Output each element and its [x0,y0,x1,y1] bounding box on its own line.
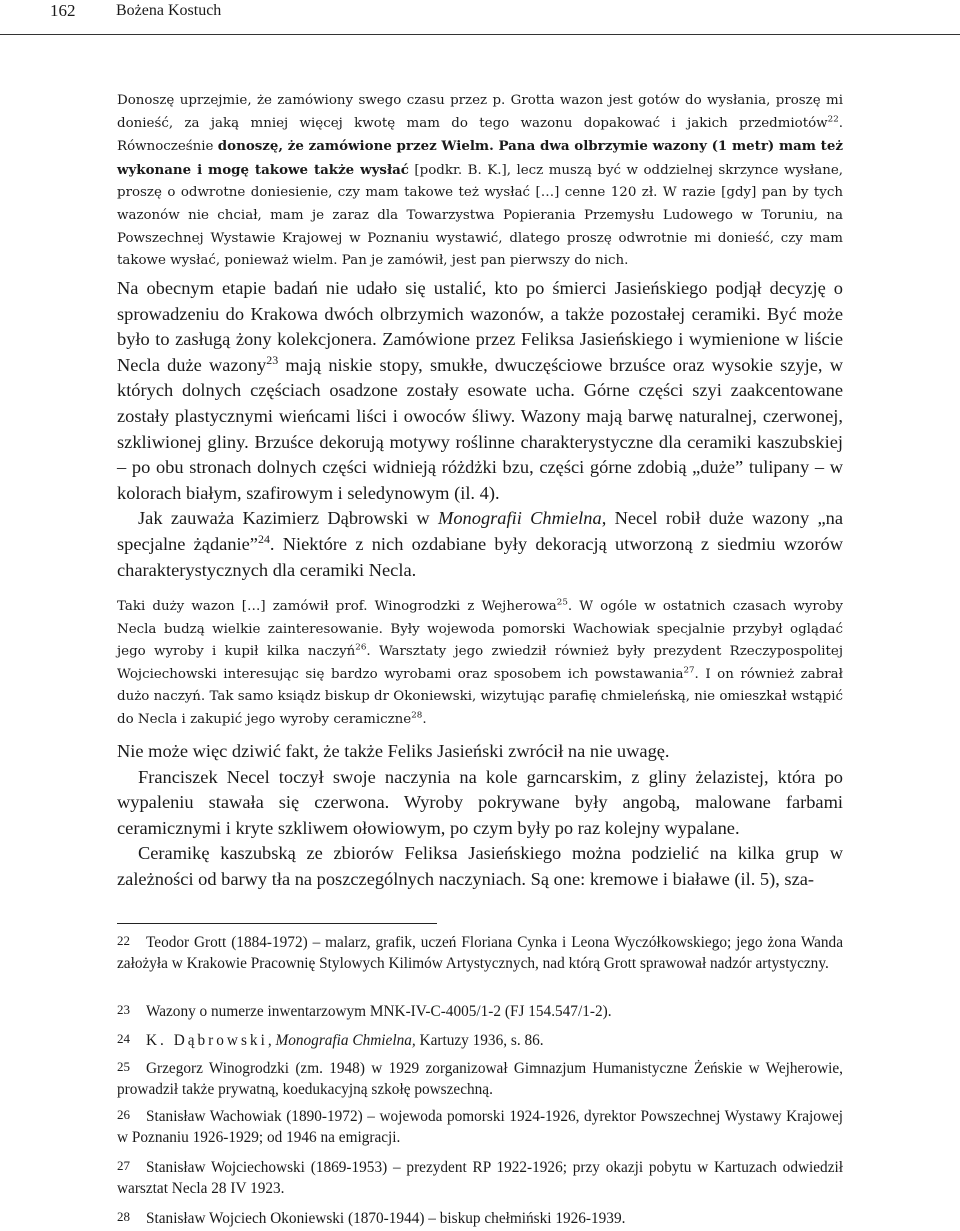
footnote-separator [117,923,437,924]
italic-title: Monografii Chmielna [438,508,602,529]
footnote-25 [117,1058,843,1100]
footnote-number: 28 [117,1209,130,1224]
body-paragraph: Franciszek Necel toczył swoje naczynia na kole garncarskim, z gliny żelazistej, która po wypaleniu stawała się czerwona. Wyroby pokrywane były angobą, malowane farbami ceramicznymi i kryte szkliwem ołowiowym, po czym były po raz kolejny wypalane. [117,766,843,838]
footnote-ref-24[interactable]: 24 [257,531,270,546]
body-text: , Necel robił duże wazony „na specjalne żądanie” [117,508,843,554]
body-text: mają niskie stopy, smukłe, dwuczęściowe brzuśce oraz wysokie szyje, w których dolnych częściach osadzone zostały esowate ucha. Górne części szyi zaakcentowane zostały plastycznymi wieńcami liści i owoców śliwy. Wazony mają barwę naturalnej, czerwonej, szkliwionej gliny. Brzuśce dekorują motywy roślinne charakterystyczne dla ceramiki kaszubskiej – po obu stronach dolnych części widnieją różdżki bzu, części górne zdobią „duże” tulipany – w kolorach białym, szafirowym i seledynowym (il. 4). [117,354,844,503]
page-number: 162 [50,1,76,20]
footnote-text: Teodor Grott (1884-1972) – malarz, grafik, uczeń Floriana Cynka i Leona Wyczółkowskiego; jego żona Wanda założyła w Krakowie Pracownię Stylowych Kilimów Artystycznych, nad którą Grott sprawował nadzór artystyczny. [117,934,843,972]
author-spaced: K. Dąbrowski [146,1032,268,1049]
footnote-number: 26 [117,1107,130,1122]
footnote-ref-23[interactable]: 23 [266,352,279,367]
footnote-number: 27 [117,1158,130,1173]
footnote-ref-28[interactable]: 28 [411,710,423,721]
body-text: Jak zauważa Kazimierz Dąbrowski w [138,508,439,529]
footnote-text: Stanisław Wachowiak (1890-1972) – wojewoda pomorski 1924-1926, dyrektor Powszechnej Wystawy Krajowej w Poznaniu 1926-1929; od 1946 na emigracji. [117,1108,843,1146]
body-paragraph: Nie może więc dziwić fakt, że także Feliks Jasieński zwrócił na nie uwagę. [117,741,670,761]
footnote-number: 25 [117,1059,130,1074]
footnote-22 [117,932,843,974]
footnote-ref-22[interactable]: 22 [827,114,839,125]
footnote-ref-26[interactable]: 26 [355,642,367,653]
footnote-28 [117,1208,843,1229]
body-text: . Niektóre z nich ozdabiane były dekoracją utworzoną z siedmiu wzorów charakterystycznych dla ceramiki Necla. [117,533,843,580]
footnote-number: 22 [117,933,130,948]
quote-text: . Równocześnie [117,115,843,155]
footnote-text: Stanisław Wojciechowski (1869-1953) – prezydent RP 1922-1926; przy okazji pobytu w Kartuzach odwiedził warsztat Necla 28 IV 1923. [117,1159,843,1197]
body-text-section-1 [117,276,843,583]
body-text: Na obecnym etapie badań nie udało się ustalić, kto po śmierci Jasieńskiego podjął decyzję o sprowadzeniu do Krakowa dwóch olbrzymich wazonów, a także pozostałej ceramiki. Być może było to zasługą żony kolekcjonera. Zamówione przez Feliksa Jasieńskiego i wymienione w liście Necla duże wazony [117,278,843,375]
quote-text: . Warsztaty jego zwiedził również były prezydent Rzeczypospolitej Wojciechowski interesując się bardzo wyrobami oraz sposobem ich powstawania [117,644,843,682]
footnote-ref-27[interactable]: 27 [683,665,695,676]
footnote-26 [117,1106,843,1148]
quote-text: . I on również zabrał dużo naczyń. Tak samo ksiądz biskup dr Okoniewski, wizytując parafię chmieleńską, nie omieszkał wstąpić do Necla i zakupić jego wyroby ceramiczne [117,666,843,727]
footnote-number: 24 [117,1031,130,1046]
footnote-text: Grzegorz Winogrodzki (zm. 1948) w 1929 zorganizował Gimnazjum Humanistyczne Żeńskie w Wejherowie, prowadził także prywatną, koedukacyjną szkołę powszechną. [117,1060,843,1098]
italic-title: Monografia Chmielna, [275,1032,416,1049]
block-quote-2 [117,596,843,732]
quote-text: Taki duży wazon […] zamówił prof. Winogrodzki z Wejherowa [117,599,557,614]
quote-paragraph [117,90,843,273]
footnote-23 [117,1001,843,1022]
quote-text: . [422,711,427,727]
quote-bold-text: donoszę, że zamówione przez Wielm. Pana dwa olbrzymie wazony (1 metr) mam też wykonane i mogę takowe także wysłać [117,138,843,178]
quote-text: Donoszę uprzejmie, że zamówiony swego czasu przez p. Grotta wazon jest gotów do wysłania, proszę mi donieść, za jaką mniej więcej kwotę mam do tego wazonu dopakować i jakich przedmiotów [117,93,843,131]
body-text-section-2 [117,739,843,893]
running-header [0,0,960,35]
quote-text: [podkr. B. K.], lecz muszą być w oddzielnej skrzynce wysłane, proszę o odwrotne doniesienie, czy mam takowe też wysłać […] cenne 120 zł. W razie [gdy] pan by tych wazonów nie chciał, mam je zaraz dla Towarzystwa Popierania Przemysłu Ludowego w Toruniu, na Powszechnej Wystawie Krajowej w Poznaniu wystawić, dlatego proszę odwrotnie mi donieść, czy mam takowe wysłać, ponieważ wielm. Pan je zamówił, jest pan pierwszy do nich. [117,162,843,269]
footnote-27 [117,1157,843,1199]
footnote-ref-25[interactable]: 25 [556,597,568,608]
quote-text: . W ogóle w ostatnich czasach wyroby Necla budzą wielkie zainteresowanie. Były wojewoda pomorski Wachowiak specjalnie przybył oglądać jego wyroby i kupił kilka naczyń [117,599,843,660]
body-paragraph [117,276,843,506]
quote-paragraph [117,596,843,732]
footnote-text: Kartuzy 1936, s. 86. [415,1032,544,1049]
footnote-text: Wazony o numerze inwentarzowym MNK-IV-C-4005/1-2 (FJ 154.547/1-2). [146,1003,612,1020]
body-paragraph: Ceramikę kaszubską ze zbiorów Feliksa Jasieńskiego można podzielić na kilka grup w zależności od barwy tła na poszczególnych naczyniach. Są one: kremowe i białawe (il. 5), sza- [117,843,843,889]
footnote-text: , [267,1032,276,1049]
footnote-number: 23 [117,1002,130,1017]
running-author: Bożena Kostuch [116,2,222,19]
footnote-text: Stanisław Wojciech Okoniewski (1870-1944) – biskup chełmiński 1926-1939. [146,1210,626,1227]
block-quote-letter [117,90,843,273]
body-paragraph [117,506,843,583]
footnote-24 [117,1030,843,1051]
